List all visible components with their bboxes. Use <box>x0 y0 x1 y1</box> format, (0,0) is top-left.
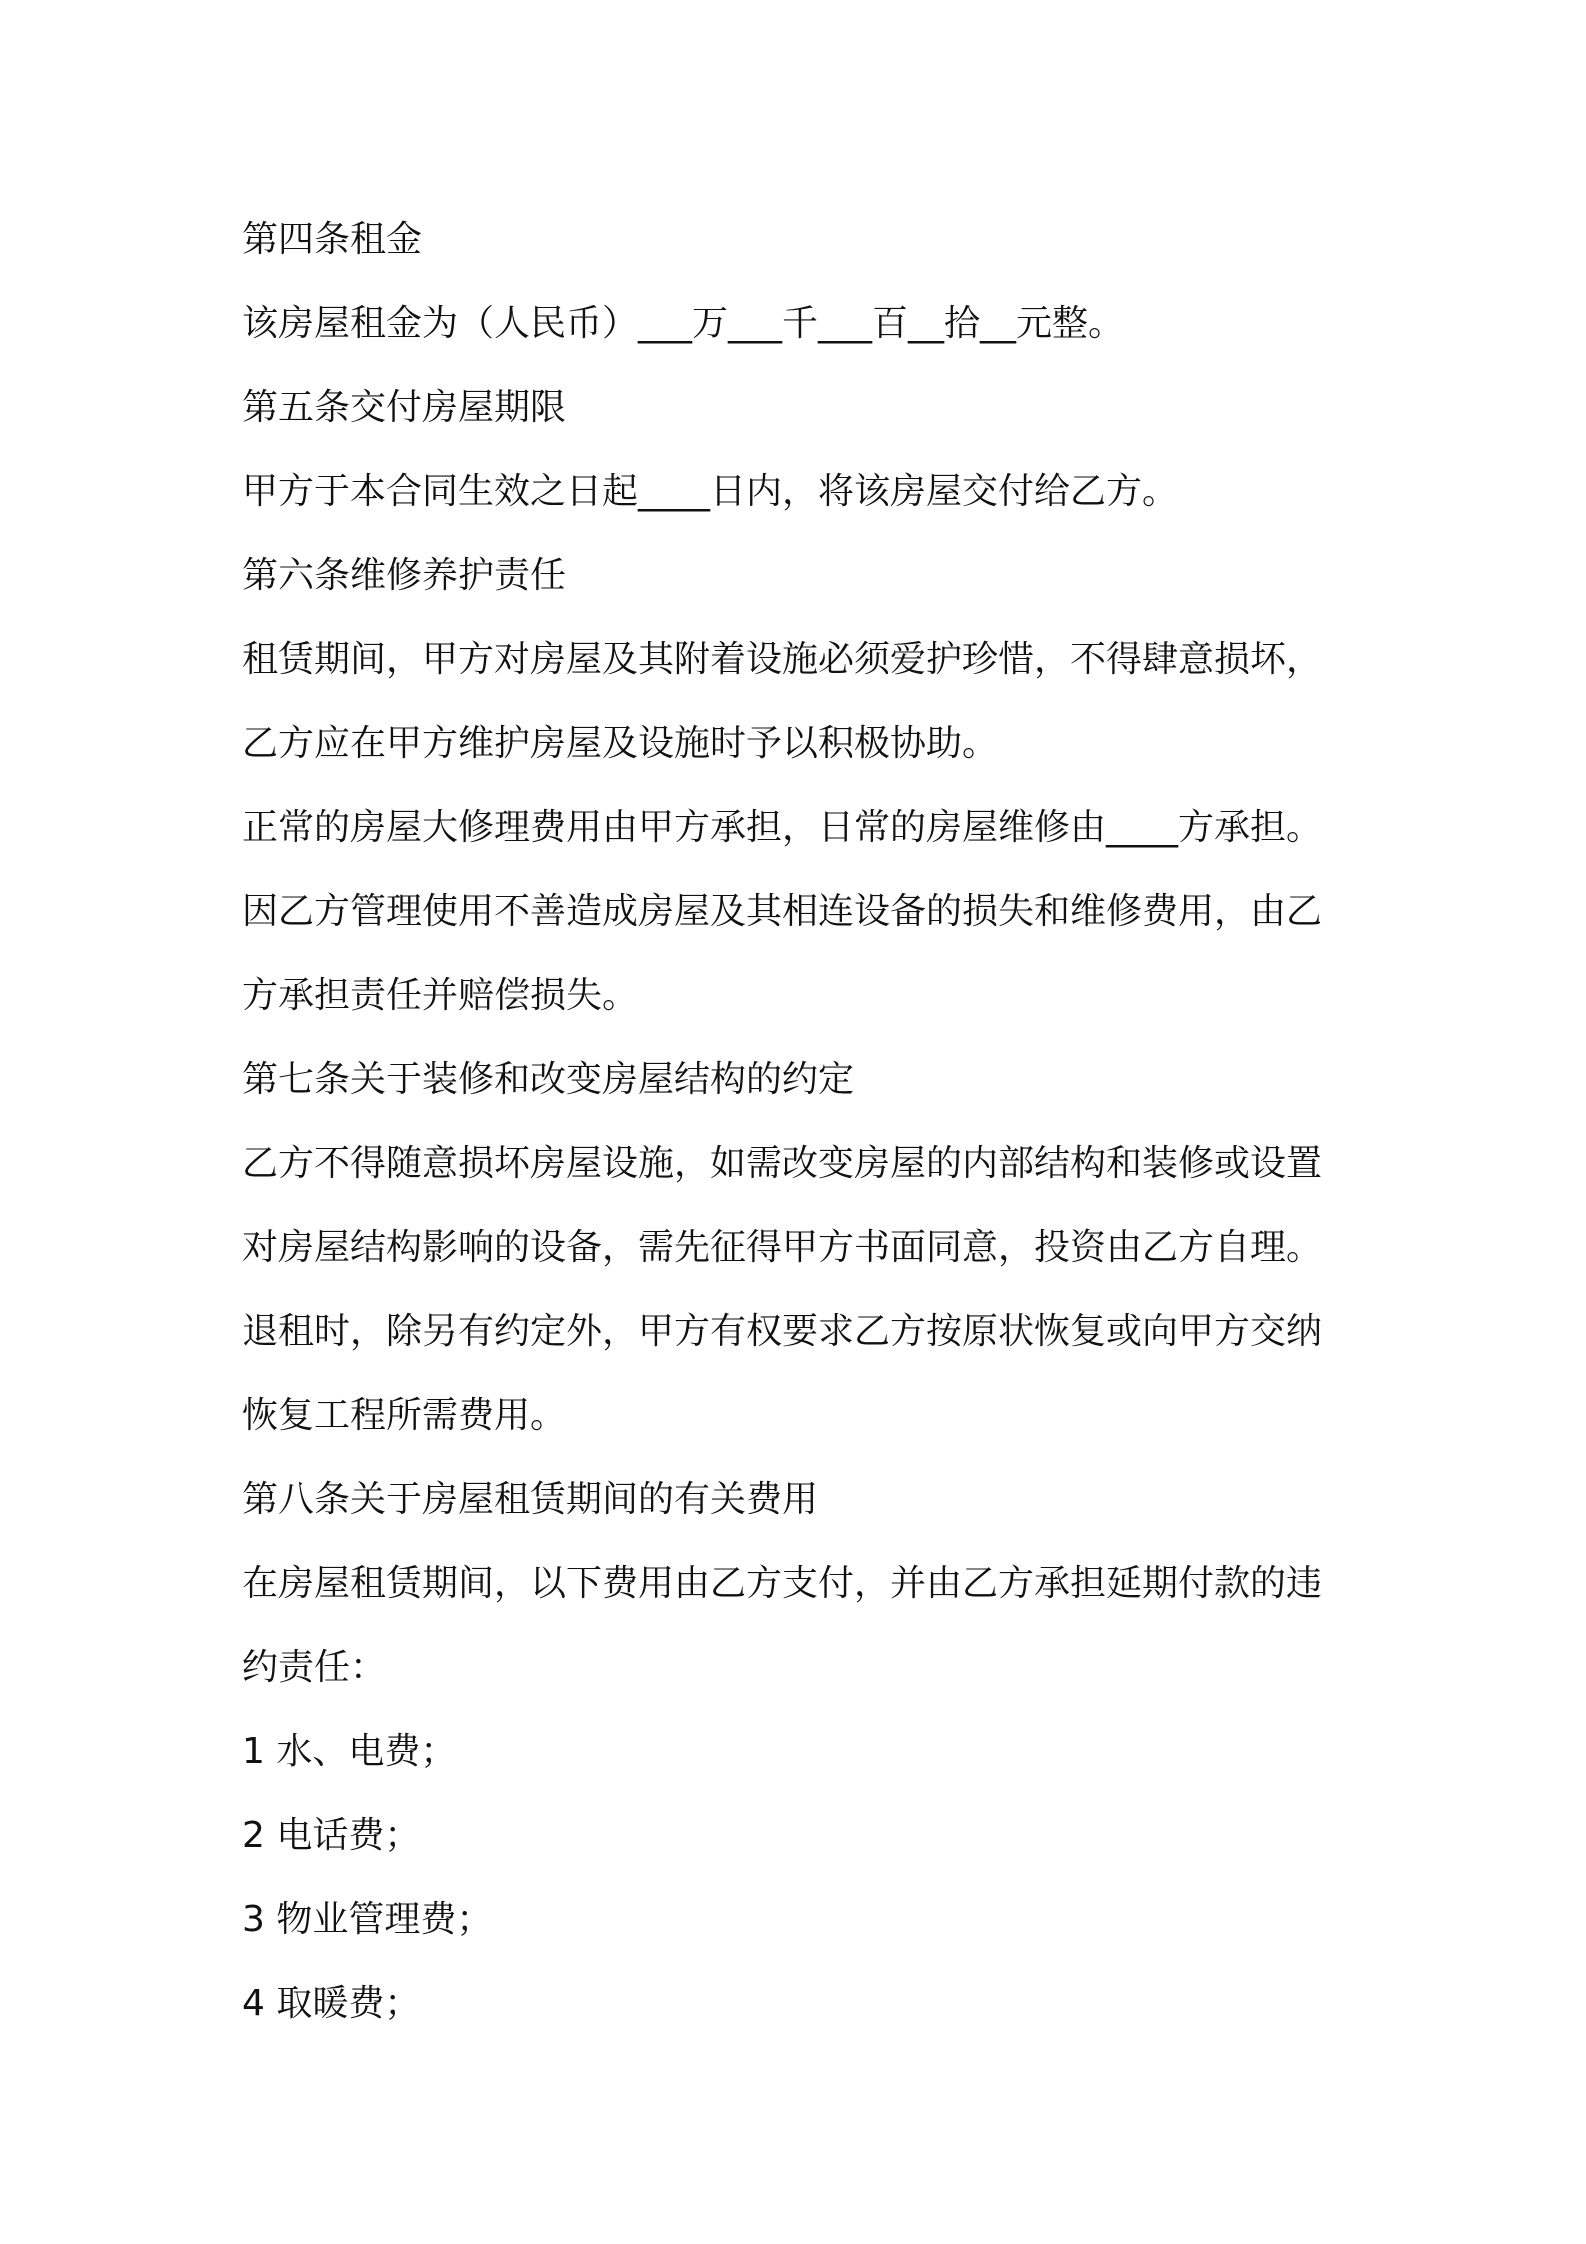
fee-item-4: 4 取暖费； <box>242 1983 421 2024</box>
maintenance-text-line-3: 正常的房屋大修理费用由甲方承担，日常的房屋维修由____方承担。 <box>242 807 1323 848</box>
fees-text-line-2: 约责任： <box>242 1647 387 1688</box>
renovation-text-line-1: 乙方不得随意损坏房屋设施，如需改变房屋的内部结构和装修或设置 <box>242 1143 1323 1184</box>
renovation-text-line-4: 恢复工程所需费用。 <box>242 1395 567 1436</box>
maintenance-text-line-2: 乙方应在甲方维护房屋及设施时予以积极协助。 <box>242 723 999 764</box>
fee-item-2: 2 电话费； <box>242 1815 421 1856</box>
maintenance-text-line-4: 因乙方管理使用不善造成房屋及其相连设备的损失和维修费用，由乙 <box>242 891 1323 932</box>
article-5-heading: 第五条交付房屋期限 <box>242 387 567 428</box>
delivery-deadline-line: 甲方于本合同生效之日起____日内，将该房屋交付给乙方。 <box>242 471 1179 512</box>
article-8-heading: 第八条关于房屋租赁期间的有关费用 <box>242 1479 819 1520</box>
maintenance-text-line-1: 租赁期间，甲方对房屋及其附着设施必须爱护珍惜，不得肆意损坏， <box>242 639 1323 680</box>
rent-amount-line: 该房屋租金为（人民币）___万___千___百__拾__元整。 <box>242 303 1125 344</box>
article-7-heading: 第七条关于装修和改变房屋结构的约定 <box>242 1059 855 1100</box>
article-6-heading: 第六条维修养护责任 <box>242 555 567 596</box>
document-body <box>242 198 1362 2046</box>
fee-item-1: 1 水、电费； <box>242 1731 457 1772</box>
renovation-text-line-2: 对房屋结构影响的设备，需先征得甲方书面同意，投资由乙方自理。 <box>242 1227 1323 1268</box>
renovation-text-line-3: 退租时，除另有约定外，甲方有权要求乙方按原状恢复或向甲方交纳 <box>242 1311 1323 1352</box>
fee-item-3: 3 物业管理费； <box>242 1899 493 1940</box>
maintenance-text-line-5: 方承担责任并赔偿损失。 <box>242 975 639 1016</box>
article-4-heading: 第四条租金 <box>242 219 423 260</box>
fees-text-line-1: 在房屋租赁期间，以下费用由乙方支付，并由乙方承担延期付款的违 <box>242 1563 1323 1604</box>
